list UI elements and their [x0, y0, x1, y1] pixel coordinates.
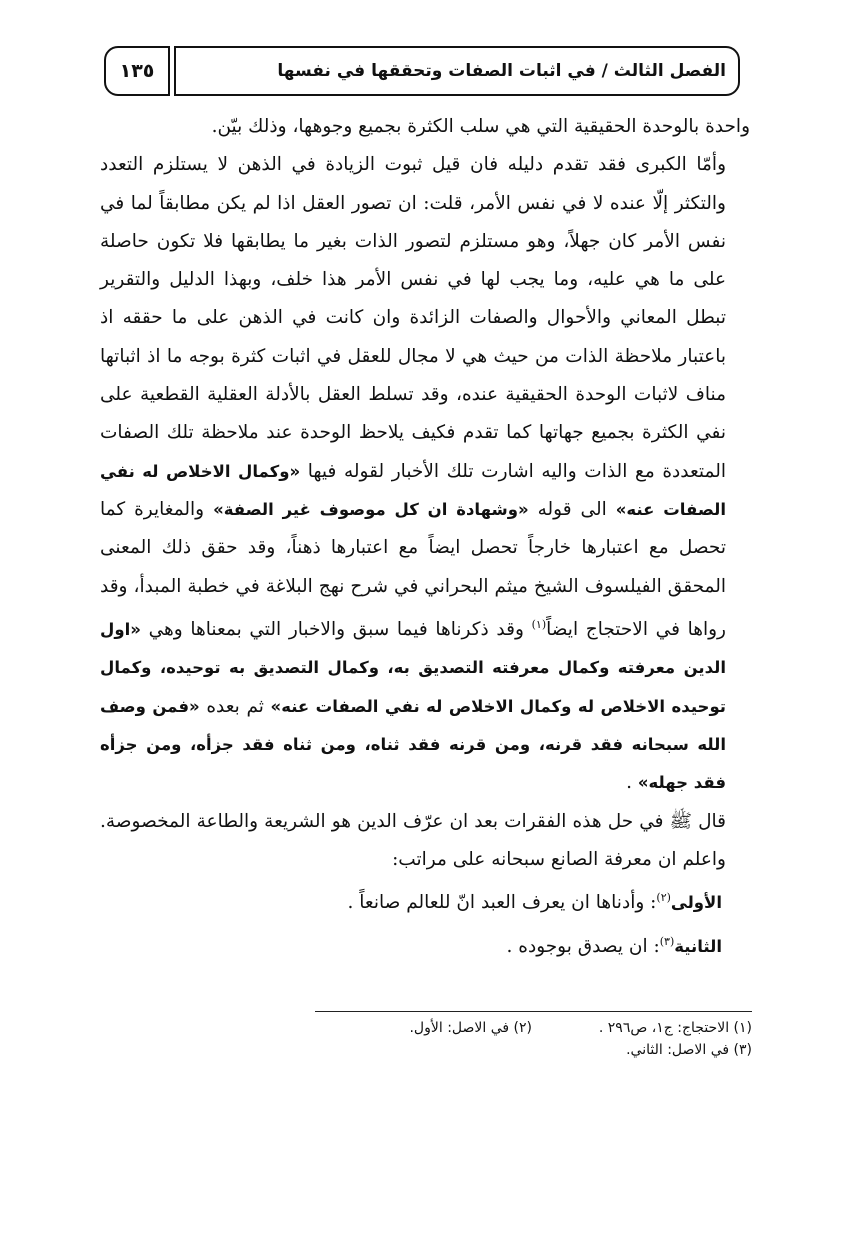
footnote-row-1	[300, 1017, 752, 1039]
paragraph-3-text-b: في حل هذه الفقرات بعد ان عرّف الدين هو الشريعة والطاعة المخصوصة. واعلم ان معرفة الصانع سبحانه على مراتب:	[100, 810, 726, 870]
footnote-1: (١) الاحتجاج: ج١، ص٢٩٦ .	[598, 1020, 752, 1036]
paragraph-2-text-d: وقد ذكرناها فيما سبق والاخبار التي بمعناها وهي	[148, 619, 524, 641]
paragraph-1	[100, 108, 750, 146]
paragraph-2-text-c: والمغايرة كما تحصل مع اعتبارها خارجاً تحصل ايضاً مع اعتبارها ذهناً، وقد حقق ذلك المعنى المحقق الفيلسوف الشيخ ميثم البحراني في شرح نهج البلاغة في خطبة المبدأ، وقد رواها في الاحتجاج ايضاً	[100, 498, 726, 641]
list-item-2-text: : ان يصدق بوجوده .	[506, 935, 660, 957]
footnote-ref-2[interactable]: (٢)	[656, 891, 671, 905]
honorific-glyph: ﷺ	[669, 810, 692, 832]
footnote-2: (٢) في الاصل: الأول.	[409, 1020, 532, 1036]
paragraph-3-text-a: قال	[698, 810, 726, 832]
paragraph-2-text-e: ثم بعده	[206, 695, 264, 717]
list-item-1-text: : وأدناها ان يعرف العبد انّ للعالم صانعاً .	[347, 892, 657, 914]
list-item-2	[100, 923, 750, 966]
quote-4: «فمن وصف الله سبحانه فقد قرنه، ومن قرنه فقد ثناه، ومن ثناه فقد جزأه، ومن جزأه فقد جهله»	[100, 696, 726, 793]
page-number: ١٣٥	[104, 46, 170, 96]
paragraph-3	[100, 803, 750, 880]
running-header	[104, 46, 740, 98]
footnotes	[300, 1017, 752, 1061]
main-text	[100, 108, 750, 966]
paragraph-2	[100, 146, 750, 802]
list-item-1-label: الأولى	[670, 893, 722, 913]
footnote-ref-3[interactable]: (٣)	[659, 934, 675, 948]
list-item-2-label: الثانية	[674, 936, 722, 956]
footnote-3: (٣) في الاصل: الثاني.	[626, 1042, 752, 1058]
paragraph-2-text-b: الى قوله	[537, 498, 607, 520]
paragraph-1-text: واحدة بالوحدة الحقيقية التي هي سلب الكثرة بجميع وجوهها، وذلك بيّن.	[211, 116, 750, 137]
footnote-row-2	[300, 1039, 752, 1061]
paragraph-2-end: .	[626, 772, 632, 794]
paragraph-2-text: وأمّا الكبرى فقد تقدم دليله فان قيل ثبوت الزيادة في الذهن لا يستلزم التعدد والتكثر إلّا عنده لا في نفس الأمر، قلت: ان تصور العقل اذا لم يكن مطابقاً لما في نفس الأمر كان جهلاً، وهو مستلزم لتصور الذات بغير ما يطابقها فلا تكون حاصلة على ما هي عليه، وما يجب لها في نفس الأمر هذا خلف، وبهذا الدليل والتقرير تبطل المعاني والأحوال والصفات الزائدة وان كانت في الذهن على ما حققه اذ باعتبار ملاحظة الذات من حيث هي لا مجال للعقل في اثبات كثرة بوجه ما اذ اثباتها مناف لاثبات الوحدة الحقيقية عنده، وقد تسلط العقل بالأدلة العقلية القطعية على نفي الكثرة بجميع جهاتها كما تقدم فكيف يلاحظ الوحدة عند ملاحظة تلك الصفات المتعددة مع الذات واليه اشارت تلك الأخبار لقوله فيها	[100, 154, 726, 482]
footnote-ref-1[interactable]: (١)	[531, 617, 547, 631]
footnote-divider	[315, 1011, 752, 1012]
quote-3: «اول الدين معرفته وكمال معرفته التصديق به، وكمال التصديق به توحيده، وكمال توحيده الاخلاص له وكمال الاخلاص له نفي الصفات عنه»	[100, 620, 726, 716]
quote-1: «وكمال الاخلاص له نفي الصفات عنه»	[100, 461, 726, 519]
list-item-1	[100, 879, 750, 922]
chapter-title: الفصل الثالث / في اثبات الصفات وتحققها في نفسها	[174, 46, 740, 96]
quote-2: «وشهادة ان كل موصوف غير الصفة»	[213, 499, 529, 519]
